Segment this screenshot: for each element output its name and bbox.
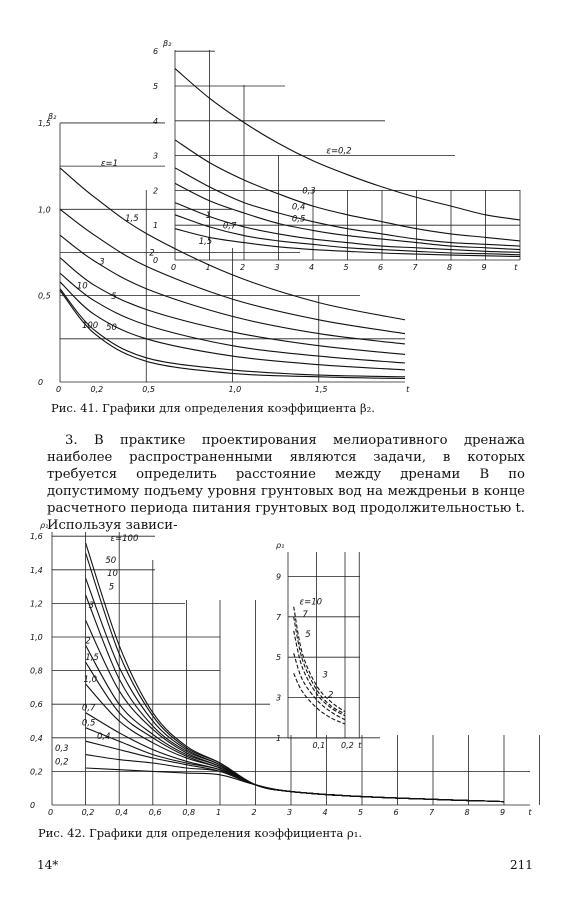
fig42_main-series-label: 1,0 — [83, 675, 98, 686]
fig42_main-x-tick-label: 2 — [251, 808, 257, 817]
fig42_main-x-tick-label: 0,4 — [115, 808, 128, 817]
fig42-inset-chart — [276, 541, 362, 750]
fig42_main-series-line — [86, 728, 504, 802]
fig42_main-y-tick-label: 0,2 — [30, 767, 43, 777]
fig42_main-series-label: 2 — [85, 636, 91, 647]
fig42_inset-y-tick-label: 1 — [276, 734, 282, 743]
fig42_inset-series-label: 7 — [302, 609, 308, 620]
fig41_right-x-tick-label: 8 — [447, 263, 453, 272]
fig41_right-x-tick-label: t — [514, 263, 518, 272]
fig41_right-x-tick-label: 4 — [309, 263, 315, 272]
footer-signature-mark: 14* — [37, 858, 59, 872]
fig42-main-chart — [30, 521, 540, 817]
fig41-left-chart — [38, 112, 410, 394]
fig41_right-x-tick-label: 9 — [481, 263, 487, 272]
fig42_main-series-label: 1,5 — [85, 653, 99, 664]
fig41_right-x-tick-label: 2 — [240, 263, 246, 272]
fig41_right-series-label: 1 — [205, 210, 212, 221]
fig42_main-series-label: 0,4 — [97, 732, 111, 743]
fig42_main-y-axis-label: ρ₁ — [40, 521, 49, 530]
fig42_main-series-line — [83, 620, 504, 801]
fig42_main-y-tick-label: 1,6 — [30, 532, 43, 542]
fig41-right-chart — [153, 39, 520, 272]
fig41_left-x-tick-label: 0 — [56, 385, 62, 394]
fig42_main-series-label: 0,5 — [81, 718, 96, 729]
fig42_main-series-line — [83, 578, 504, 801]
fig41_left-series-label: 1,5 — [125, 214, 139, 225]
fig42_main-x-tick-label: 9 — [500, 808, 506, 817]
fig42_inset-x-tick-label: 0,1 — [312, 741, 326, 750]
page-number: 211 — [510, 858, 533, 872]
fig42_main-series-label: 50 — [105, 555, 117, 566]
fig41_right-x-tick-label: 6 — [378, 263, 384, 272]
fig41_right-y-tick-label: 0 — [153, 256, 159, 265]
figure-41-caption: Рис. 41. Графики для определения коэффициента β₂. — [51, 401, 375, 415]
fig41_right-series-label: ε=0,2 — [326, 146, 352, 157]
fig41_left-series-label: 2 — [149, 248, 155, 259]
fig41_right-x-tick-label: 3 — [274, 263, 280, 272]
fig42_inset-series-label: 5 — [305, 630, 311, 641]
fig41_right-x-tick-label: 0 — [171, 263, 177, 272]
fig42_inset-y-tick-label: 7 — [276, 612, 282, 622]
fig42_main-x-tick-label: 3 — [287, 808, 293, 817]
fig41_left-y-tick-label: 0 — [38, 378, 44, 387]
fig42_main-series-line — [83, 662, 504, 801]
fig41_right-x-tick-label: 7 — [412, 263, 418, 272]
fig42_inset-y-tick-label: 5 — [276, 653, 282, 663]
fig41_right-y-axis-label: β₂ — [163, 39, 172, 48]
fig41_right-y-tick-label: 3 — [153, 151, 159, 161]
paragraph-text: 3. В практике проектирования мелиоративного дренажа наиболее распространенными являются задачи, в которых требуется определить расстояние между дренами B по допустимому подъему уровня грунтовых вод на междреньи в конце расчетного периода питания грунтовых вод продолжительностью t. Используя зависи- — [47, 433, 525, 533]
fig41_right-y-tick-label: 4 — [153, 116, 159, 126]
fig42_main-y-tick-label: 0,4 — [30, 733, 43, 743]
fig42_main-x-tick-label: 0 — [48, 808, 54, 817]
fig41_right-y-tick-label: 5 — [153, 82, 159, 91]
fig42_main-series-label: 0,2 — [55, 757, 69, 768]
fig42_main-y-tick-label: 0,6 — [30, 700, 43, 710]
fig41_right-y-tick-label: 1 — [153, 221, 159, 231]
fig42_main-x-tick-label: 6 — [393, 808, 399, 817]
fig42_inset-series-line — [294, 607, 345, 712]
fig42_main-series-line — [83, 645, 504, 801]
fig42_main-y-tick-label: 1,4 — [30, 565, 43, 575]
fig41_right-y-tick-label: 6 — [153, 47, 159, 57]
fig41_left-series-label: 100 — [81, 321, 99, 332]
fig41_left-series-label: 3 — [99, 257, 105, 268]
fig41_left-series-label: 5 — [111, 291, 117, 302]
fig42_main-x-tick-label: 7 — [429, 808, 435, 817]
fig42_main-series-label: 3 — [88, 601, 95, 612]
fig42_inset-x-tick-label: t — [358, 741, 362, 750]
fig41_right-x-tick-label: 5 — [343, 263, 349, 272]
fig42_main-x-tick-label: 5 — [358, 808, 364, 817]
fig42_inset-y-tick-label: 3 — [276, 693, 282, 703]
fig42_main-y-tick-label: 0,8 — [30, 666, 43, 676]
fig42_inset-series-label: 3 — [322, 670, 328, 681]
fig42_main-series-label: ε=100 — [110, 533, 139, 544]
fig41_right-y-tick-label: 2 — [153, 186, 159, 196]
fig42_inset-series-label: 2 — [328, 690, 334, 701]
fig41_left-x-tick-label: 0,2 — [90, 385, 104, 394]
fig42_main-series-line — [86, 684, 504, 802]
fig42_main-x-tick-label: 1 — [216, 808, 222, 817]
fig41_left-x-tick-label: 0,5 — [142, 385, 155, 394]
fig42_main-y-tick-label: 1,0 — [30, 633, 43, 642]
fig42_inset-x-tick-label: 0,2 — [341, 741, 354, 750]
fig41_left-x-tick-label: t — [406, 385, 410, 394]
fig42_main-x-tick-label: t — [528, 808, 532, 817]
fig42_main-series-label: 0,7 — [81, 703, 96, 714]
fig42_main-x-tick-label: 0,8 — [182, 808, 196, 817]
fig41_left-y-tick-label: 0,5 — [38, 291, 51, 301]
body-paragraph — [47, 432, 525, 534]
fig42_main-x-tick-label: 4 — [322, 808, 328, 817]
fig41_left-y-axis-label: β₂ — [48, 112, 57, 121]
figure-42-caption: Рис. 42. Графики для определения коэффициента ρ₁. — [38, 826, 363, 840]
fig42_inset-series-line — [294, 617, 345, 714]
fig41_right-series-label: 0,7 — [222, 221, 237, 232]
fig42_inset-y-tick-label: 9 — [276, 572, 282, 582]
fig41_left-y-tick-label: 1,0 — [38, 205, 51, 215]
fig42_main-x-tick-label: 8 — [464, 808, 470, 817]
fig41_left-y-tick-label: 1,5 — [38, 118, 51, 128]
fig41_right-series-label: 0,3 — [302, 186, 316, 197]
fig42_main-series-label: 0,3 — [55, 743, 69, 754]
fig42_main-series-line — [86, 768, 504, 802]
fig41_right-series-label: 0,5 — [291, 214, 306, 225]
fig42_inset-series-label: ε=10 — [299, 597, 323, 608]
fig42_main-series-label: 5 — [108, 582, 115, 593]
fig41_left-series-label: 50 — [106, 322, 117, 333]
fig42_main-x-tick-label: 0,2 — [81, 808, 95, 817]
fig42_main-y-tick-label: 0 — [30, 801, 36, 810]
fig42_main-series-line — [83, 553, 504, 802]
fig42_main-y-tick-label: 1,2 — [30, 599, 43, 609]
fig41_left-x-tick-label: 1,0 — [228, 385, 242, 394]
fig41_right-series-label: 0,4 — [291, 202, 306, 213]
fig42_main-series-label: 10 — [107, 569, 118, 580]
fig41_left-series-label: 10 — [76, 281, 88, 292]
fig41_right-series-label: 1,5 — [198, 237, 213, 248]
fig41_left-series-label: ε=1 — [100, 158, 119, 169]
fig42_main-series-line — [86, 755, 504, 802]
fig42_inset-y-axis-label: ρ₁ — [276, 541, 285, 550]
fig41_left-x-tick-label: 1,5 — [314, 385, 328, 394]
fig41_right-x-tick-label: 1 — [205, 263, 211, 272]
fig42_main-x-tick-label: 0,6 — [148, 808, 162, 817]
